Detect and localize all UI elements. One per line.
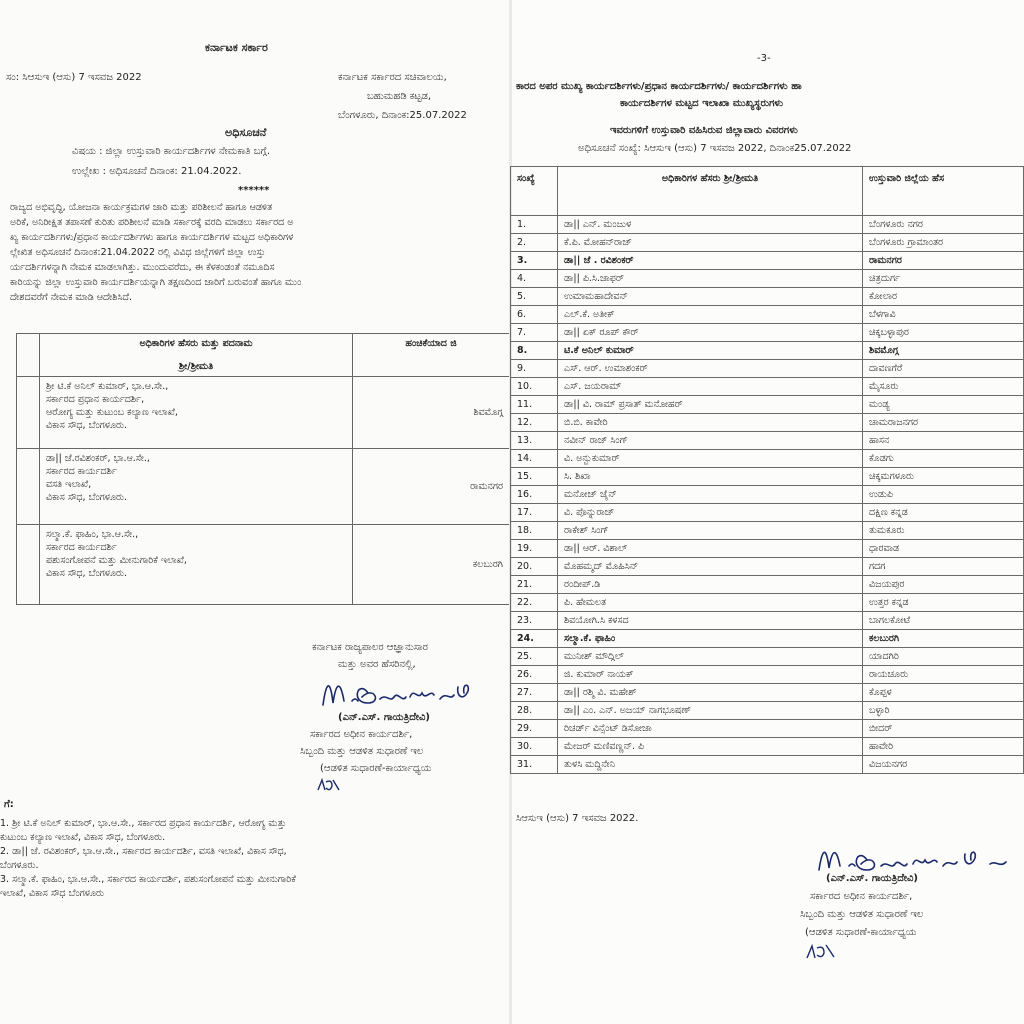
officer-name-cell: ಮೊಹಮ್ಮದ್ ಮೊಹಿಸಿನ್: [558, 558, 863, 576]
officer-name-cell: ವಿ. ಪೊನ್ನುರಾಜ್: [558, 504, 863, 522]
district-cell: ಚಿಕ್ಕಬಳ್ಳಾಪುರ: [863, 324, 1024, 342]
sno-cell: 4.: [511, 270, 558, 288]
officer-allocation-table: [16, 333, 510, 605]
table-row: [511, 594, 1024, 612]
district-cell: ಉತ್ತರ ಕನ್ನಡ: [863, 594, 1024, 612]
district-cell: ಹಾಸನ: [863, 432, 1024, 450]
officer-name-cell: ರಾಕೇಶ್ ಸಿಂಗ್: [558, 522, 863, 540]
officer-name-cell: ಮುನೀಶ್ ಮೌದ್ಗಿಲ್: [558, 648, 863, 666]
officer-name-cell: ಕೆ.ಪಿ. ಮೋಹನ್‌ರಾಜ್: [558, 234, 863, 252]
page-number: -3-: [757, 53, 771, 64]
signer-name: (ಎನ್.ಎಸ್. ಗಾಯತ್ರಿದೇವಿ): [338, 712, 430, 723]
table-row: [511, 558, 1024, 576]
signer-title-3: (ಆಡಳಿತ ಸುಧಾರಣೆ-ಕಾರ್ಯಾಧ್ಯಯ: [805, 927, 917, 938]
table-row: [17, 377, 510, 449]
district-cell: ಕಲಬುರಗಿ: [863, 630, 1024, 648]
copy-line: 2. ಡಾ|| ಜೆ. ರವಿಶಂಕರ್, ಭಾ.ಆ.ಸೇ., ಸರ್ಕಾರದ ಕಾರ್ಯದರ್ಶಿ, ವಸತಿ ಇಲಾಖೆ, ವಿಕಾಸ ಸೌಧ,: [0, 846, 287, 857]
district-cell: ಕೊಡಗು: [863, 450, 1024, 468]
sno-cell: 17.: [511, 504, 558, 522]
copy-line: ಬೆಂಗಳೂರು.: [0, 860, 39, 871]
officer-name-cell: ಡಾ|| ರಶ್ಮಿ ವಿ. ಮಹೇಶ್: [558, 684, 863, 702]
table-row: [511, 738, 1024, 756]
table-row: [511, 288, 1024, 306]
body-paragraph: [10, 200, 505, 305]
paragraph-line: ಲ್ಲೇಖಿತ ಅಧಿಸೂಚನೆ ದಿನಾಂಕ:21.04.2022 ರಲ್ಲಿ ವಿವಿಧ ಜಿಲ್ಲೆಗಳಿಗೆ ಜಿಲ್ಲಾ ಉಸ್ತು: [10, 247, 266, 258]
sno-cell: 6.: [511, 306, 558, 324]
sno-cell: 23.: [511, 612, 558, 630]
table-header-row: [511, 167, 1024, 216]
left-document-page: [0, 0, 510, 1024]
district-column-header: ಉಸ್ತುವಾರಿ ಜಿಲ್ಲೆಯ ಹೆಸ: [863, 167, 1024, 216]
sno-cell: 15.: [511, 468, 558, 486]
office-address-line-2: ಬಹುಮಹಡಿ ಕಟ್ಟಡ,: [367, 91, 432, 102]
officer-name-cell: ನವೀನ್ ರಾಜ್ ಸಿಂಗ್: [558, 432, 863, 450]
district-cell: ಧಾರವಾಡ: [863, 540, 1024, 558]
officer-name-cell: ರಿಚರ್ಡ್ ವಿನ್ಸೆಂಟ್ ಡಿಸೋಜಾ: [558, 720, 863, 738]
sno-cell: 24.: [511, 630, 558, 648]
officer-name-cell: ಡಾ|| ಆರ್. ವಿಶಾಲ್: [558, 540, 863, 558]
officer-name-cell: ಡಾ|| ಜೆ . ರವಿಶಂಕರ್: [558, 252, 863, 270]
officer-line: ಆರೋಗ್ಯ ಮತ್ತು ಕುಟುಂಬ ಕಲ್ಯಾಣ ಇಲಾಖೆ,: [46, 407, 178, 418]
table-row: [511, 324, 1024, 342]
govt-header: ಕರ್ನಾಟಕ ಸರ್ಕಾರ: [205, 41, 268, 54]
officer-name-cell: ಮೇಜರ್ ಮಣಿವಣ್ಣನ್. ಪಿ: [558, 738, 863, 756]
officer-line: ಡಾ|| ಜೆ.ರವಿಶಂಕರ್, ಭಾ.ಆ.ಸೇ.,: [46, 453, 150, 464]
district-cell: ಕಲಬುರಗಿ: [353, 525, 510, 605]
district-cell: ಗದಗ: [863, 558, 1024, 576]
table-row: [511, 576, 1024, 594]
table-header-row: [17, 334, 510, 377]
paragraph-line: ದೇಶದವರೆಗೆ ನೇಮಕ ಮಾಡಿ ಆದೇಶಿಸಿದೆ.: [10, 292, 133, 303]
sno-cell: 1.: [511, 216, 558, 234]
closing-line-1: ಕರ್ನಾಟಕ ರಾಜ್ಯಪಾಲರ ಆಜ್ಞಾನುಸಾರ: [312, 642, 428, 653]
officer-name-cell: ವಿ. ಅನ್ಬುಕುಮಾರ್: [558, 450, 863, 468]
sno-cell: 10.: [511, 378, 558, 396]
sno-cell: 16.: [511, 486, 558, 504]
table-row: [511, 756, 1024, 774]
sno-column-header: ಸಂಖ್ಯೆ: [511, 167, 558, 216]
officer-line: ವಿಕಾಸ ಸೌಧ, ಬೆಂಗಳೂರು.: [46, 492, 128, 503]
paragraph-line: ಅರಿಕೆ, ಅನಿರೀಕ್ಷಿತ ತಪಾಸಣೆ ಕುರಿತು ಪರಿಶೀಲನೆ ಮಾಡಿ ಸರ್ಕಾರಕ್ಕೆ ವರದಿ ಮಾಡಲು ಸರ್ಕಾರದ ಅ: [10, 217, 294, 228]
sno-cell: 12.: [511, 414, 558, 432]
name-header: ಅಧಿಕಾರಿಗಳ ಹೆಸರು ಮತ್ತು ಪದನಾಮ: [139, 338, 253, 349]
sno-cell: 11.: [511, 396, 558, 414]
district-cell: ದಕ್ಷಿಣ ಕನ್ನಡ: [863, 504, 1024, 522]
officer-name-cell: ಸಿ. ಶಿಖಾ: [558, 468, 863, 486]
sno-cell: 31.: [511, 756, 558, 774]
table-row: [511, 720, 1024, 738]
table-row: [511, 486, 1024, 504]
officer-line: ಸರ್ಕಾರದ ಕಾರ್ಯದರ್ಶಿ: [46, 542, 117, 553]
table-row: [511, 612, 1024, 630]
paragraph-line: ರ್ಯದರ್ಶಿಗಳನ್ನಾಗಿ ನೇಮಕ ಮಾಡಲಾಗಿತ್ತು. ಮುಂದುವರೆದು, ಈ ಕೆಳಕಂಡಂತೆ ನಮೂದಿಸ: [10, 262, 275, 273]
sno-cell: 25.: [511, 648, 558, 666]
district-cell: ಯಾದಗಿರಿ: [863, 648, 1024, 666]
copy-line: ಕುಟುಂಬ ಕಲ್ಯಾಣ ಇಲಾಖೆ, ವಿಕಾಸ ಸೌಧ, ಬೆಂಗಳೂರು.: [0, 832, 166, 843]
district-cell: ಬಳ್ಳಾರಿ: [863, 702, 1024, 720]
annexure-reference: ಅಧಿಸೂಚನೆ ಸಂಖ್ಯೆ: ಸಿಆಸುಇ (ಆಸು) 7 ಇಸವಜ 2022, ದಿನಾಂಕ25.07.2022: [578, 143, 852, 154]
table-row: [17, 449, 510, 525]
sno-cell: 22.: [511, 594, 558, 612]
officer-name-cell: ಬಿ.ಬಿ. ಕಾವೇರಿ: [558, 414, 863, 432]
district-cell: ಬಾಗಲಕೋಟೆ: [863, 612, 1024, 630]
district-cell: ಮೈಸೂರು: [863, 378, 1024, 396]
officer-line: ವಿಕಾಸ ಸೌಧ, ಬೆಂಗಳೂರು.: [46, 568, 128, 579]
sno-cell: 20.: [511, 558, 558, 576]
sno-cell: 2.: [511, 234, 558, 252]
paragraph-line: ರಾಜ್ಯದ ಅಭಿವೃದ್ಧಿ, ಯೋಜನಾ ಕಾರ್ಯಕ್ರಮಗಳ ಜಾರಿ ಮತ್ತು ಪರಿಶೀಲನೆ ಹಾಗೂ ಆಡಳಿತ: [10, 202, 273, 213]
signature-image: [815, 842, 1020, 876]
district-cell: ರಾಮನಗರ: [353, 449, 510, 525]
paragraph-line: ಕಾರಿಯನ್ನು ಜಿಲ್ಲಾ ಉಸ್ತುವಾರಿ ಕಾರ್ಯದರ್ಶಿಯನ್ನಾಗಿ ತಕ್ಷಣದಿಂದ ಜಾರಿಗೆ ಬರುವಂತೆ ಹಾಗೂ ಮುಂ: [10, 277, 302, 288]
table-row: [511, 666, 1024, 684]
officer-name-cell: ಎಸ್. ಜಯರಾಮ್: [558, 378, 863, 396]
sno-cell: [17, 449, 40, 525]
officer-name-cell: ಡಾ|| ಏಕ್ ರೂಪ್ ಕೌರ್: [558, 324, 863, 342]
district-header: ಹಂಚಿಕೆಯಾದ ಜಿ: [405, 338, 457, 349]
table-row: [511, 522, 1024, 540]
sno-cell: 5.: [511, 288, 558, 306]
signer-title-2: ಸಿಬ್ಬಂದಿ ಮತ್ತು ಆಡಳಿತ ಸುಧಾರಣೆ ಇಲ: [300, 746, 424, 757]
annexure-heading-3: ಇವರುಗಳಿಗೆ ಉಸ್ತುವಾರಿ ವಹಿಸಿರುವ ಜಿಲ್ಲಾವಾರು ವಿವರಗಳು: [610, 125, 798, 136]
district-cell: ದಾವಣಗೆರೆ: [863, 360, 1024, 378]
sno-cell: 29.: [511, 720, 558, 738]
separator: ******: [238, 185, 270, 196]
office-address-line-1: ಕರ್ನಾಟಕ ಸರ್ಕಾರದ ಸಚಿವಾಲಯ,: [338, 72, 447, 83]
officer-name-cell: ಜಿ. ಕುಮಾರ್ ನಾಯಕ್: [558, 666, 863, 684]
copy-line: 1. ಶ್ರೀ ಟಿ.ಕೆ ಅನಿಲ್ ಕುಮಾರ್, ಭಾ.ಆ.ಸೇ., ಸರ್ಕಾರದ ಪ್ರಧಾನ ಕಾರ್ಯದರ್ಶಿ, ಆರೋಗ್ಯ ಮತ್ತು: [0, 818, 287, 829]
officer-cell: [40, 377, 353, 449]
table-row: [511, 360, 1024, 378]
table-row: [511, 396, 1024, 414]
officer-cell: [40, 525, 353, 605]
officer-name-cell: ಪಿ. ಹೇಮಲತ: [558, 594, 863, 612]
subject-line: ವಿಷಯ : ಜಿಲ್ಲಾ ಉಸ್ತುವಾರಿ ಕಾರ್ಯದರ್ಶಿಗಳ ನೇಮಕಾತಿ ಬಗ್ಗೆ.: [72, 146, 271, 157]
sno-cell: 9.: [511, 360, 558, 378]
district-cell: ಚಿಕ್ಕಮಗಳೂರು: [863, 468, 1024, 486]
signer-title-3: (ಆಡಳಿತ ಸುಧಾರಣೆ-ಕಾರ್ಯಾಧ್ಯಯ: [320, 763, 432, 774]
officer-name-cell: ಮನೋಜ್ ಜೈನ್: [558, 486, 863, 504]
officer-name-cell: ಟಿ.ಕೆ ಅನಿಲ್ ಕುಮಾರ್: [558, 342, 863, 360]
table-row: [511, 252, 1024, 270]
sno-cell: [17, 525, 40, 605]
table-row: [511, 684, 1024, 702]
table-row: [511, 432, 1024, 450]
table-row: [511, 306, 1024, 324]
district-table-body: [511, 216, 1024, 774]
sno-cell: 26.: [511, 666, 558, 684]
name-header-cell: [40, 334, 353, 377]
table-row: [511, 504, 1024, 522]
table-row: [511, 342, 1024, 360]
footer-order-number: ಸಿಆಸುಇ (ಆಸು) 7 ಇಸವಜ 2022.: [516, 813, 639, 824]
sno-header-cell: [17, 334, 40, 377]
sno-cell: 18.: [511, 522, 558, 540]
sno-cell: 19.: [511, 540, 558, 558]
officer-line: ವಸತಿ ಇಲಾಖೆ,: [46, 479, 92, 490]
district-cell: ಉಡುಪಿ: [863, 486, 1024, 504]
table-row: [511, 630, 1024, 648]
table-row: [511, 216, 1024, 234]
officer-line: ಸರ್ಕಾರದ ಕಾರ್ಯದರ್ಶಿ: [46, 466, 117, 477]
officer-line: ಸರ್ಕಾರದ ಪ್ರಧಾನ ಕಾರ್ಯದರ್ಶಿ,: [46, 394, 145, 405]
initials-mark: [316, 776, 342, 794]
district-cell: ಬೀದರ್: [863, 720, 1024, 738]
signer-title-2: ಸಿಬ್ಬಂದಿ ಮತ್ತು ಆಡಳಿತ ಸುಧಾರಣೆ ಇಲ: [800, 909, 924, 920]
table-row: [511, 234, 1024, 252]
district-cell: ವಿಜಯಪುರ: [863, 576, 1024, 594]
district-header-cell: [353, 334, 510, 377]
paragraph-line: ಖ್ಯ ಕಾರ್ಯದರ್ಶಿಗಳು/ಪ್ರಧಾನ ಕಾರ್ಯದರ್ಶಿಗಳು ಹಾಗೂ ಕಾರ್ಯದರ್ಶಿಗಳ ಮಟ್ಟದ ಅಧಿಕಾರಿಗಳ: [10, 232, 294, 243]
district-cell: ಬೆಂಗಳೂರು ನಗರ: [863, 216, 1024, 234]
district-cell: ಬೆಂಗಳೂರು ಗ್ರಾಮಾಂತರ: [863, 234, 1024, 252]
district-cell: ಕೊಪ್ಪಳ: [863, 684, 1024, 702]
sno-cell: 28.: [511, 702, 558, 720]
district-cell: ಮಂಡ್ಯ: [863, 396, 1024, 414]
table-row: [511, 270, 1024, 288]
name-subheader: ಶ್ರೀ/ಶ್ರೀಮತಿ: [178, 361, 214, 372]
officer-name-cell: ಉಮಾಮಹಾದೇವನ್: [558, 288, 863, 306]
table-row: [17, 525, 510, 605]
officer-line: ವಿಕಾಸ ಸೌಧ, ಬೆಂಗಳೂರು.: [46, 420, 128, 431]
district-cell: ವಿಜಯನಗರ: [863, 756, 1024, 774]
table-row: [511, 702, 1024, 720]
signature-image: [318, 673, 498, 713]
initials-mark: [805, 940, 837, 962]
table-row: [511, 540, 1024, 558]
officer-name-cell: ಎಸ್. ಆರ್. ಉಮಾಶಂಕರ್: [558, 360, 863, 378]
sno-cell: 13.: [511, 432, 558, 450]
office-date: ಬೆಂಗಳೂರು, ದಿನಾಂಕ:25.07.2022: [338, 110, 467, 121]
sno-cell: 3.: [511, 252, 558, 270]
signer-name: (ಎನ್.ಎಸ್. ಗಾಯತ್ರಿದೇವಿ): [826, 873, 918, 884]
sno-cell: 21.: [511, 576, 558, 594]
annexure-heading-1: ಕಾರದ ಅಪರ ಮುಖ್ಯ ಕಾರ್ಯದರ್ಶಿಗಳು/ಪ್ರಧಾನ ಕಾರ್ಯದರ್ಶಿಗಳು/ ಕಾರ್ಯದರ್ಶಿಗಳು ಹಾ: [516, 81, 802, 92]
district-cell: ಚಾಮರಾಜನಗರ: [863, 414, 1024, 432]
signer-title-1: ಸರ್ಕಾರದ ಅಧೀನ ಕಾರ್ಯದರ್ಶಿ,: [810, 891, 913, 902]
annexure-heading-2: ಕಾರ್ಯದರ್ಶಿಗಳ ಮಟ್ಟದ ಇಲಾಖಾ ಮುಖ್ಯಸ್ಥರುಗಳು: [620, 98, 784, 109]
district-cell: ಬೆಳಗಾವಿ: [863, 306, 1024, 324]
district-cell: ರಾಮನಗರ: [863, 252, 1024, 270]
officer-line: ಪಶುಸಂಗೋಪನೆ ಮತ್ತು ಮೀನುಗಾರಿಕೆ ಇಲಾಖೆ,: [46, 555, 187, 566]
sno-cell: 27.: [511, 684, 558, 702]
officer-name-cell: ಡಾ|| ಎಂ. ಎನ್. ಅಜಯ್ ನಾಗಭೂಷಣ್: [558, 702, 863, 720]
district-cell: ಶಿವಮೊಗ್ಗ: [353, 377, 510, 449]
copies-heading: ಗೆ:: [4, 799, 14, 810]
copy-line: ಇಲಾಖೆ, ವಿಕಾಸ ಸೌಧ ಬೆಂಗಳೂರು: [0, 888, 105, 899]
district-cell: ಶಿವಮೊಗ್ಗ: [863, 342, 1024, 360]
sno-cell: 8.: [511, 342, 558, 360]
table-row: [511, 648, 1024, 666]
officer-line: ಶ್ರೀ ಟಿ.ಕೆ ಅನಿಲ್ ಕುಮಾರ್, ಭಾ.ಆ.ಸೇ.,: [46, 381, 169, 392]
district-cell: ತುಮಕೂರು: [863, 522, 1024, 540]
name-column-header: ಅಧಿಕಾರಿಗಳ ಹೆಸರು ಶ್ರೀ/ಶ್ರೀಮತಿ: [558, 167, 863, 216]
officer-cell: [40, 449, 353, 525]
copy-line: 3. ಸಲ್ಮಾ.ಕೆ. ಫಾಹಿಂ, ಭಾ.ಆ.ಸೇ., ಸರ್ಕಾರದ ಕಾರ್ಯದರ್ಶಿ, ಪಶುಸಂಗೋಪನೆ ಮತ್ತು ಮೀನುಗಾರಿಕೆ: [0, 874, 296, 885]
officer-line: ಸಲ್ಮಾ.ಕೆ. ಫಾಹಿಂ, ಭಾ.ಆ.ಸೇ.,: [46, 529, 139, 540]
reference-line: ಉಲ್ಲೇಖ : ಅಧಿಸೂಚನೆ ದಿನಾಂಕ: 21.04.2022.: [72, 166, 242, 177]
officer-name-cell: ತುಳಸಿ ಮದ್ದಿನೇನಿ: [558, 756, 863, 774]
district-cell: ಕೋಲಾರ: [863, 288, 1024, 306]
district-cell: ರಾಯಚೂರು: [863, 666, 1024, 684]
signer-title-1: ಸರ್ಕಾರದ ಅಧೀನ ಕಾರ್ಯದರ್ಶಿ,: [310, 729, 413, 740]
table-row: [511, 468, 1024, 486]
order-number: ಸಂ: ಸಿಆಸುಇ (ಆಸು) 7 ಇಸವಜ 2022: [6, 72, 142, 83]
district-cell: ಚಿತ್ರದುರ್ಗ: [863, 270, 1024, 288]
closing-line-2: ಮತ್ತು ಅವರ ಹೆಸರಿನಲ್ಲಿ,: [338, 659, 416, 670]
table-row: [511, 414, 1024, 432]
officer-name-cell: ಡಾ|| ವಿ. ರಾಮ್ ಪ್ರಸಾತ್ ಮನೋಹರ್: [558, 396, 863, 414]
officer-name-cell: ಡಾ|| ಎನ್. ಮಂಜುಳ: [558, 216, 863, 234]
copies-list: [0, 817, 505, 901]
officer-name-cell: ಶಿವಯೋಗಿ.ಸಿ ಕಳಸದ: [558, 612, 863, 630]
officer-name-cell: ರಂದೀಪ್.ಡಿ: [558, 576, 863, 594]
sno-cell: 30.: [511, 738, 558, 756]
sno-cell: 7.: [511, 324, 558, 342]
officer-name-cell: ಡಾ|| ಪಿ.ಸಿ.ಜಾಫರ್: [558, 270, 863, 288]
table-row: [511, 378, 1024, 396]
sno-cell: 14.: [511, 450, 558, 468]
notification-title: ಅಧಿಸೂಚನೆ: [225, 126, 267, 139]
officer-name-cell: ಸಲ್ಮಾ.ಕೆ. ಫಾಹಿಂ: [558, 630, 863, 648]
district-cell: ಹಾವೇರಿ: [863, 738, 1024, 756]
officer-name-cell: ಎಲ್.ಕೆ. ಅತೀಕ್: [558, 306, 863, 324]
table-row: [511, 450, 1024, 468]
sno-cell: [17, 377, 40, 449]
district-incharge-table: [510, 166, 1024, 774]
